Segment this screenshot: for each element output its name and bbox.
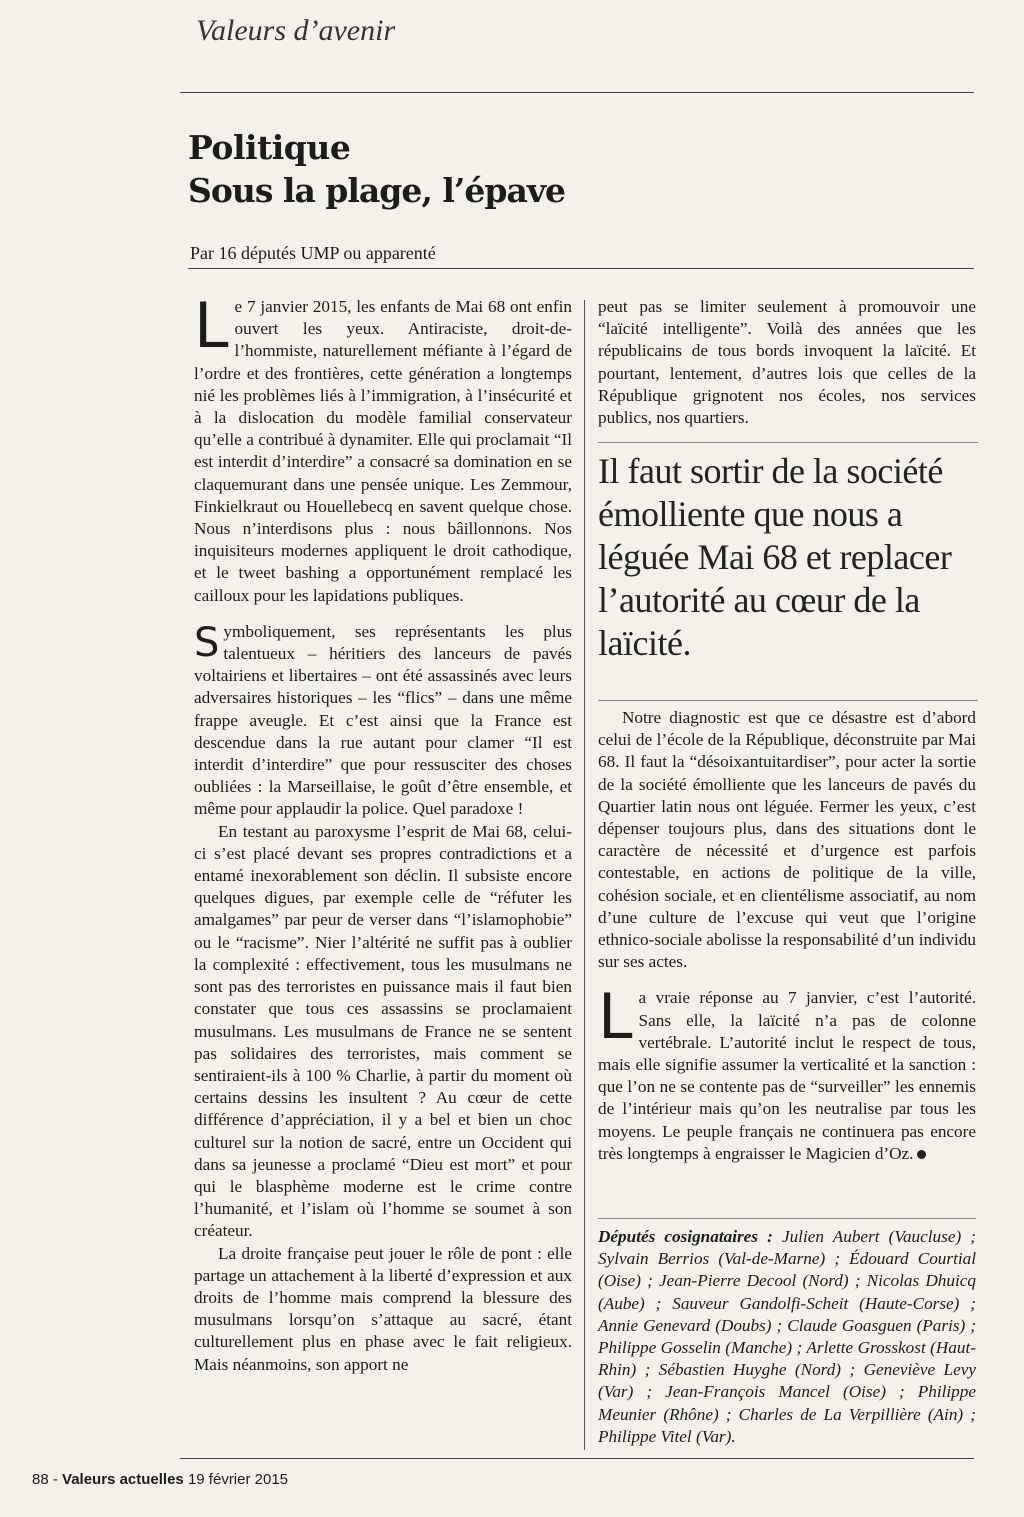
paragraph-4: La droite française peut jouer le rôle de pont : elle partage un attachement à la liberté d’expression et aux droits de l’homme mais comprend la blessure des musulmans lorsqu’on s’attaque au sacré, étant culturellement plus en phase avec le fait religieux. Mais néanmoins, son apport ne [194,1243,572,1374]
paragraph-1: Le 7 janvier 2015, les enfants de Mai 68 ont enfin ouvert les yeux. Antiraciste, droit-de-l’hommiste, naturellement méfiante à l’égard de l’ordre et des frontières, cette génération a longtemps nié les problèmes liés à l’immigration, à l’insécurité et à la dislocation du modèle familial conservateur qu’elle a contribué à dynamiter. Elle qui proclamait “Il est interdit d’interdire” a consacré sa domination en se claquemurant dans une pensée unique. Les Zemmour, Finkielkraut ou Houellebecq en savent quelque chose. Nous n’interdisons plus : nous bâillonnons. Nos inquisiteurs modernes appliquent le droit cathodique, et le tweet bashing a opportunément remplacé les cailloux pour les lapidations publiques. [194,296,572,605]
paragraph-5: peut pas se limiter seulement à promouvoir une “laïcité intelligente”. Voilà des années que les républicains de tous bords invoquent la laïcité. Et pourtant, lentement, d’autres lois que celles de la République grignotent nos écoles, nos services publics, nos quartiers. [598,297,976,428]
article-kicker: Politique [188,128,351,167]
publication-name: Valeurs actuelles [62,1471,184,1488]
article-byline: Par 16 députés UMP ou apparenté [190,243,436,263]
article-column-right-top [598,296,976,429]
page-number: 88 [32,1471,49,1488]
article-headline: Sous la plage, l’épave [188,171,565,210]
paragraph-2: Symboliquement, ses représentants les plus talentueux – héritiers des lanceurs de pavés voltairiens et libertaires – ont été assassinés avec leurs adversaires historiques – les “flics” – dans une même frappe aveugle. Et c’est ainsi que la France est descendue dans la rue autant pour clamer “Il est interdit d’interdire” que pour ressusciter des choses oubliées : la Marseillaise, le goût d’être ensemble, et même pour applaudir la police. Quel paradoxe ! [194,619,572,819]
column-divider [584,300,585,1450]
byline-rule [188,268,974,269]
footer-rule [180,1458,974,1459]
pullquote-rule-top [598,442,978,443]
end-mark-icon [917,1150,926,1159]
paragraph-7: La vraie réponse au 7 janvier, c’est l’autorité. Sans elle, la laïcité n’a pas de colonne vertébrale. L’autorité inclut le respect de tous, mais elle signifie assumer la verticalité et la sanction : que l’on ne se contente pas de “surveiller” les ennemis de l’intérieur mais qu’on les neutralise par tous les moyens. Le peuple français ne continuera pas encore très longtemps à engraisser le Magicien d’Oz. [598,980,976,1163]
paragraph-3: En testant au paroxysme l’esprit de Mai 68, celui-ci s’est placé devant ses propres contradictions et a entamé inexorablement son déclin. Il subsiste encore quelques digues, par exemple celle de “réfuter les amalgames” par peur de verser dans “l’islamophobie” ou le “racisme”. Nier l’altérité ne suffit pas à oublier la complexité : effectivement, tous les musulmans ne sont pas des terroristes en puissance mais il faut bien constater que tous ces assassins se proclamaient musulmans. Les musulmans de France ne se sentent pas solidaires des terroristes, mais comment se sentiraient-ils à 100 % Charlie, à partir du moment où certains dessins les insultent ? Au cœur de cette différence d’appréciation, il y a bel et bien un choc culturel sur la notion de sacré, entre un Occident qui dans sa jeunesse a proclamé “Dieu est mort” et pour qui le blasphème moderne est le crime contre l’humanité, et l’islam où l’homme se soumet à son créateur. [194,821,572,1241]
drop-cap: S [194,619,220,666]
article-column-left [194,296,572,1446]
paragraph-6: Notre diagnostic est que ce désastre est d’abord celui de l’école de la République, déconstruite par Mai 68. Il faut la “désoixantuitardiser”, pour acter la sortie de la société émolliente que les lanceurs de pavés du Quartier latin nous ont léguée. Fermer les yeux, c’est dépenser toujours plus, dans des situations dont le caractère de nécessité et d’urgence est parfois contestable, en actions de politique de la ville, cohésion sociale, et en clientélisme associatif, au nom d’une culture de l’excuse qui veut que l’origine ethnico-sociale abolisse la responsabilité d’un individu sur ses actes. [598,708,976,972]
signers-rule [598,1218,976,1219]
cosigners-names: Julien Aubert (Vaucluse) ; Sylvain Berrios (Val-de-Marne) ; Édouard Courtial (Oise) ; Jean-Pierre Decool (Nord) ; Nicolas Dhuicq (Aube) ; Sauveur Gandolfi-Scheit (Haute-Corse) ; Annie Genevard (Doubs) ; Claude Goasguen (Paris) ; Philippe Gosselin (Manche) ; Arlette Grosskost (Haut-Rhin) ; Sébastien Huyghe (Nord) ; Geneviève Levy (Var) ; Jean-François Mancel (Oise) ; Philippe Meunier (Rhône) ; Charles de La Verpillière (Ain) ; Philippe Vitel (Var). [598,1227,977,1446]
pull-quote: Il faut sortir de la société émolliente que nous a léguée Mai 68 et replacer l’autorité au cœur de la laïcité. [598,451,952,663]
page-footer: 88 - Valeurs actuelles 19 février 2015 [32,1471,289,1488]
drop-cap: L [194,296,229,362]
issue-date: 19 février 2015 [187,1471,289,1488]
section-label: Valeurs d’avenir [196,14,396,47]
article-column-right-bottom [598,707,976,1165]
cosigners-label: Députés cosignataires : [598,1227,773,1246]
header-rule [180,92,974,93]
cosigners-list [598,1226,976,1448]
drop-cap: L [598,980,633,1054]
pullquote-rule-bottom [598,700,978,701]
